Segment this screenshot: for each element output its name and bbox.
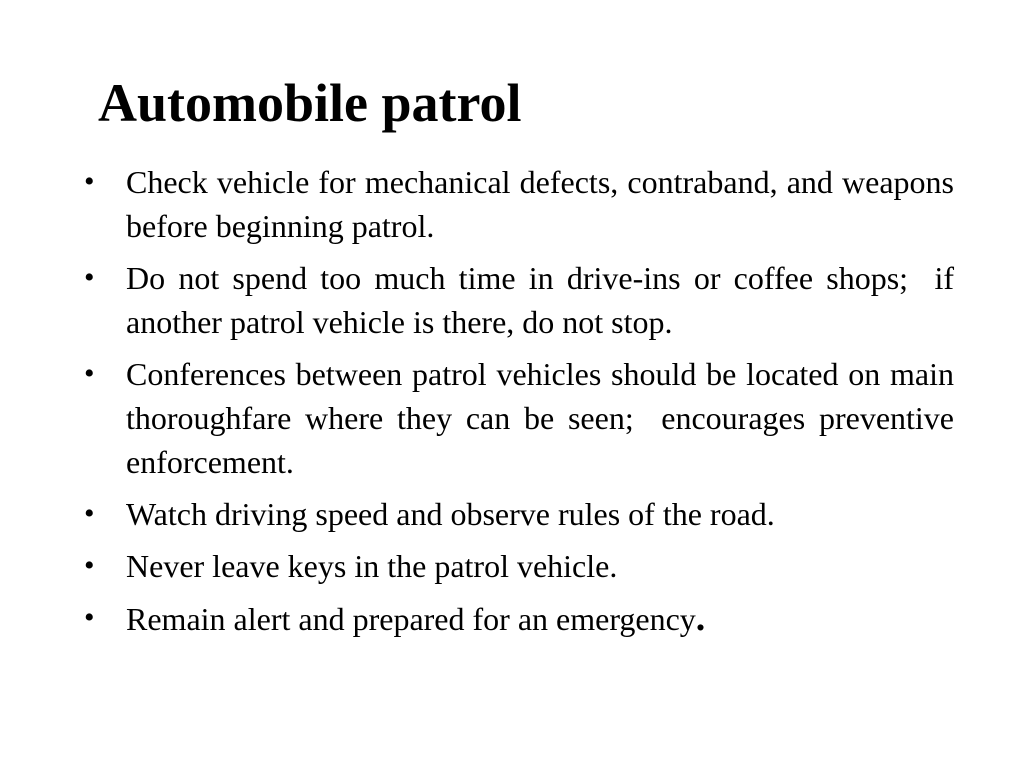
bullet-icon: •: [84, 549, 95, 582]
bullet-item: [84, 492, 954, 536]
bullet-item: [84, 596, 954, 641]
bullet-trailing-period: .: [695, 597, 706, 639]
bullet-text: Check vehicle for mechanical defects, contraband, and weapons before beginning patrol.: [126, 164, 954, 244]
bullet-icon: •: [84, 357, 95, 390]
bullet-text: Watch driving speed and observe rules of the road.: [126, 496, 775, 532]
bullet-icon: •: [84, 165, 95, 198]
bullet-item: [84, 256, 962, 344]
bullet-item: [84, 544, 954, 588]
bullet-list: [84, 160, 962, 649]
bullet-icon: •: [84, 261, 95, 294]
bullet-text: Do not spend too much time in drive-ins or coffee shops; if another patrol vehicle is there, do not stop.: [126, 260, 962, 340]
bullet-item: [84, 352, 962, 484]
bullet-text: Conferences between patrol vehicles should be located on main thoroughfare where they can be seen; encourages preventive enforcement.: [126, 356, 962, 480]
bullet-text: Remain alert and prepared for an emergency: [126, 601, 696, 637]
bullet-text: Never leave keys in the patrol vehicle.: [126, 548, 618, 584]
bullet-item: [84, 160, 954, 248]
bullet-icon: •: [84, 601, 95, 634]
bullet-icon: •: [84, 497, 95, 530]
slide-title: Automobile patrol: [98, 73, 522, 133]
